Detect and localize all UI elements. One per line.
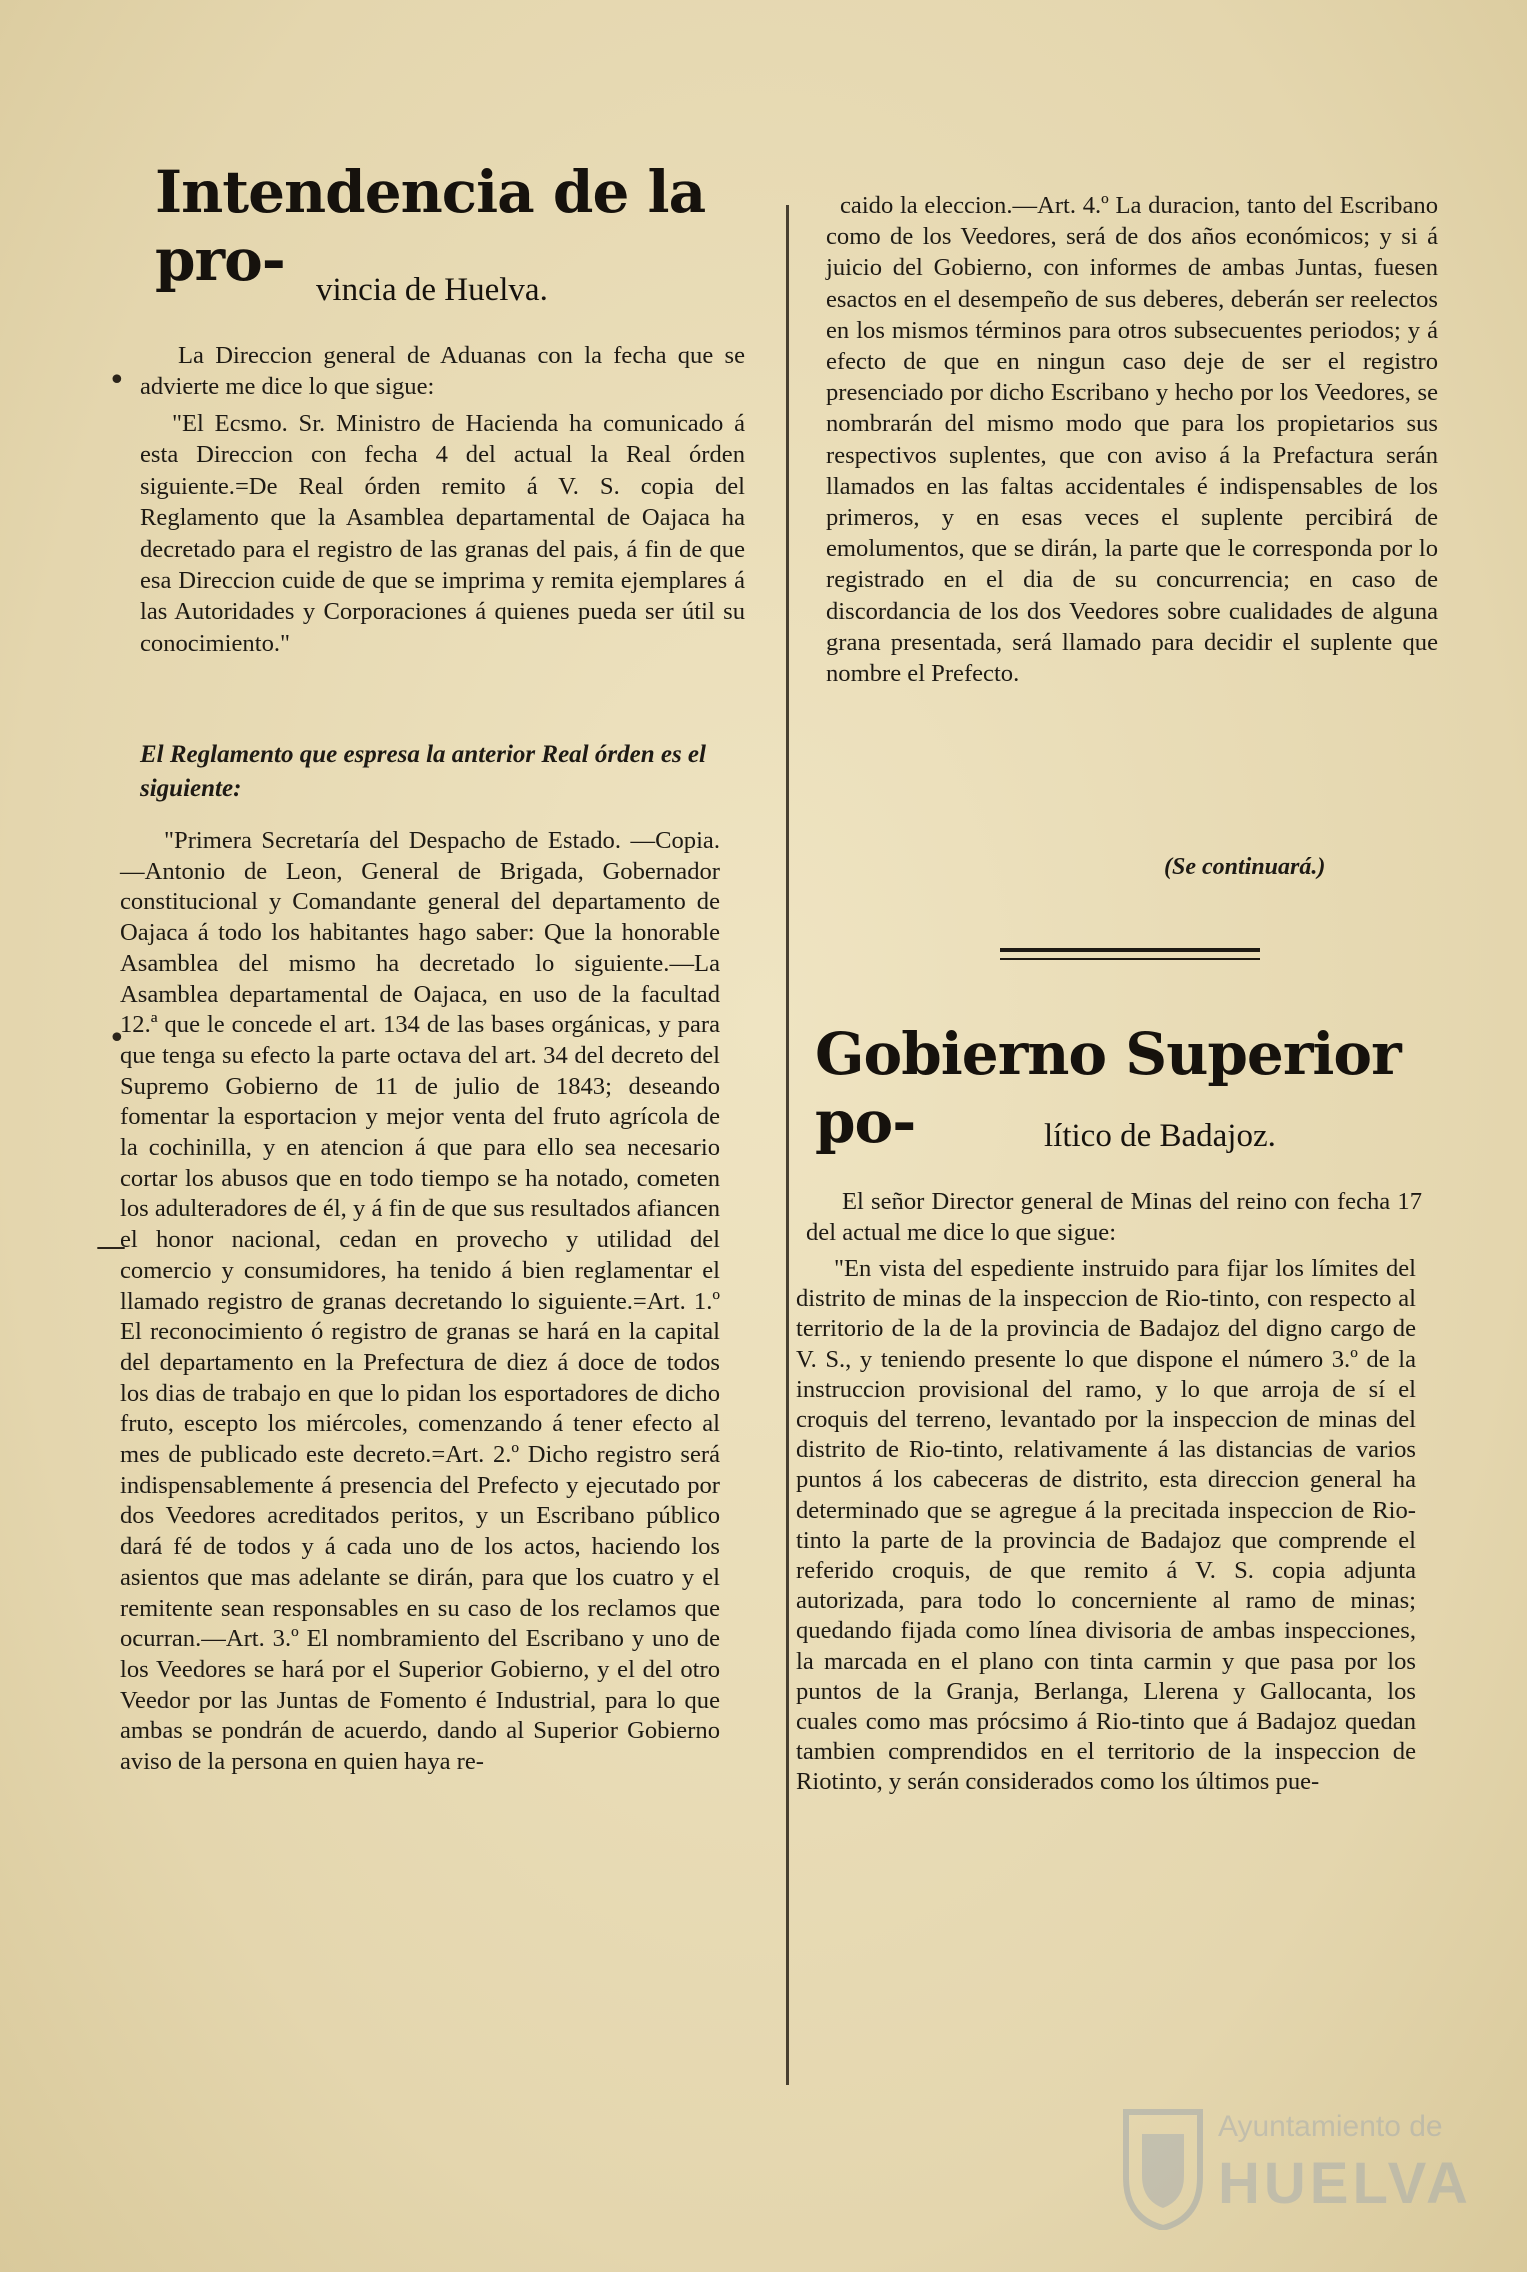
margin-mark: — bbox=[96, 1229, 126, 1264]
se-continuara: (Se continuará.) bbox=[1164, 854, 1326, 880]
archive-watermark bbox=[1118, 2100, 1478, 2240]
left-body: "Primera Secretaría del Despacho de Estado. —Copia.—Antonio de Leon, General de Brigada, Gobernador constitucional y Comandante general del departamento de Oajaca á todo los habitantes hago saber: Que la honorable Asamblea del mismo ha decretado lo siguiente.—La Asamblea departamental de Oajaca, en uso de la facultad 12.ª que le concede el art. 134 de las bases orgánicas, y para que tenga su efecto la parte octava del art. 34 del decreto del Supremo Gobierno de 11 de julio de 1843; deseando fomentar la esportacion y mejor venta del fruto agrícola de la cochinilla, y en atencion á que para ello sea necesario cortar los abusos que en todo tiempo se ha notado, cometen los adulteradores de él, y á fin de que sus resultados afiancen el honor nacional, cedan en provecho y utilidad del comercio y consumidores, ha tenido á bien reglamentar el llamado registro de granas decretando lo siguiente.=Art. 1.º El reconocimiento ó registro de granas se hará en la capital del departamento en la Prefectura de diez á doce de todos los dias de trabajo en que lo pidan los esportadores de dicho fruto, escepto los miércoles, comenzando á tener efecto al mes de publicado este decreto.=Art. 2.º Dicho registro será indispensablemente á presencia del Prefecto y ejecutado por dos Veedores acreditados peritos, y un Escribano público dará fé de todos y á cada uno de los actos, haciendo los asientos que mas adelante se dirán, para que los cuatro y el remitente sean responsables en su caso de los reclamos que ocurran.—Art. 3.º El nombramiento del Escribano y uno de los Veedores se hará por el Superior Gobierno, y el del otro Veedor por las Juntas de Fomento é Industrial, para lo que ambas se pondrán de acuerdo, dando al Superior Gobierno aviso de la persona en quien haya re- bbox=[120, 827, 720, 1776]
column-divider bbox=[786, 205, 789, 2085]
ornament-rule bbox=[1000, 948, 1260, 964]
right-body: "En vista del espediente instruido para fijar los límites del distrito de minas de la inspeccion de Rio-tinto, con respecto al territorio de la de la provincia de Badajoz del digno cargo de V. S., y teniendo presente lo que dispone el número 3.º de la instruccion provisional del ramo, y lo que arroja de sí el croquis del terreno, levantado por la inspeccion de minas del distrito de Rio-tinto, relativamente á las distancias de varios puntos á los cabeceras de distrito, esta direccion general ha determinado que se agregue á la precitada inspeccion de Rio-tinto la parte de la provincia de Badajoz que comprende el referido croquis, de que remito á V. S. copia adjunta autorizada, para todo lo concerniente al ramo de minas; quedando fijada como línea divisoria de ambas inspecciones, la marcada en el plano con tinta carmin y que pasa por los puntos de la Granja, Berlanga, Llerena y Gallocanta, los cuales como mas prócsimo á Rio-tinto que á Badajoz quedan tambien comprendidos en el territorio de la inspeccion de Riotinto, y serán considerados como los últimos pue- bbox=[796, 1255, 1416, 1796]
margin-mark: • bbox=[108, 363, 126, 398]
right-subtitle: lítico de Badajoz. bbox=[1044, 1118, 1276, 1154]
left-quote: "El Ecsmo. Sr. Ministro de Hacienda ha comunicado á esta Direccion con fecha 4 del actual la Real órden siguiente.=De Real órden remito á V. S. copia del Reglamento que la Asamblea departamental de Oajaca ha decretado para el registro de las granas del pais, á fin de que esa Direccion cuide de que se imprima y remita ejemplares á las Autoridades y Corporaciones á quienes pueda ser útil su conocimiento." bbox=[140, 410, 745, 657]
right-intro: El señor Director general de Minas del reino con fecha 17 del actual me dice lo que sigue: bbox=[806, 1188, 1422, 1247]
left-title: Intendencia de la pro- bbox=[155, 158, 706, 294]
reglamento-heading: El Reglamento que espresa la anterior Real órden es el siguiente: bbox=[140, 741, 706, 802]
watermark-line2: HUELVA bbox=[1218, 2151, 1472, 2216]
left-intro: La Direccion general de Aduanas con la fecha que se advierte me dice lo que sigue: bbox=[140, 342, 745, 401]
right-title: Gobierno Superior po- bbox=[815, 1020, 1401, 1156]
watermark-line1: Ayuntamiento de bbox=[1218, 2110, 1443, 2143]
margin-mark: • bbox=[108, 1021, 126, 1056]
right-continuation: caido la eleccion.—Art. 4.º La duracion, tanto del Escribano como de los Veedores, será de dos años económicos; y si á juicio del Gobierno, con informes de ambas Juntas, fuesen esactos en el desempeño de sus deberes, deberán ser reelectos en los mismos términos para otros subsecuentes periodos; y á efecto de que en ningun caso deje de ser el registro presenciado por dicho Escribano y hecho por los Veedores, se nombrarán del mismo modo que para los propietarios sus respectivos suplentes, que con aviso á la Prefactura serán llamados en las faltas accidentales é indispensables de los primeros, y en esas veces el suplente percibirá de emolumentos, que se dirán, la parte que le corresponda por lo registrado en el dia de su concurrencia; en caso de discordancia de los dos Veedores sobre cualidades de alguna grana presentada, será llamado para decidir el suplente que nombre el Prefecto. bbox=[826, 192, 1438, 688]
left-subtitle: vincia de Huelva. bbox=[316, 272, 548, 308]
coat-of-arms-icon bbox=[1118, 2100, 1208, 2230]
